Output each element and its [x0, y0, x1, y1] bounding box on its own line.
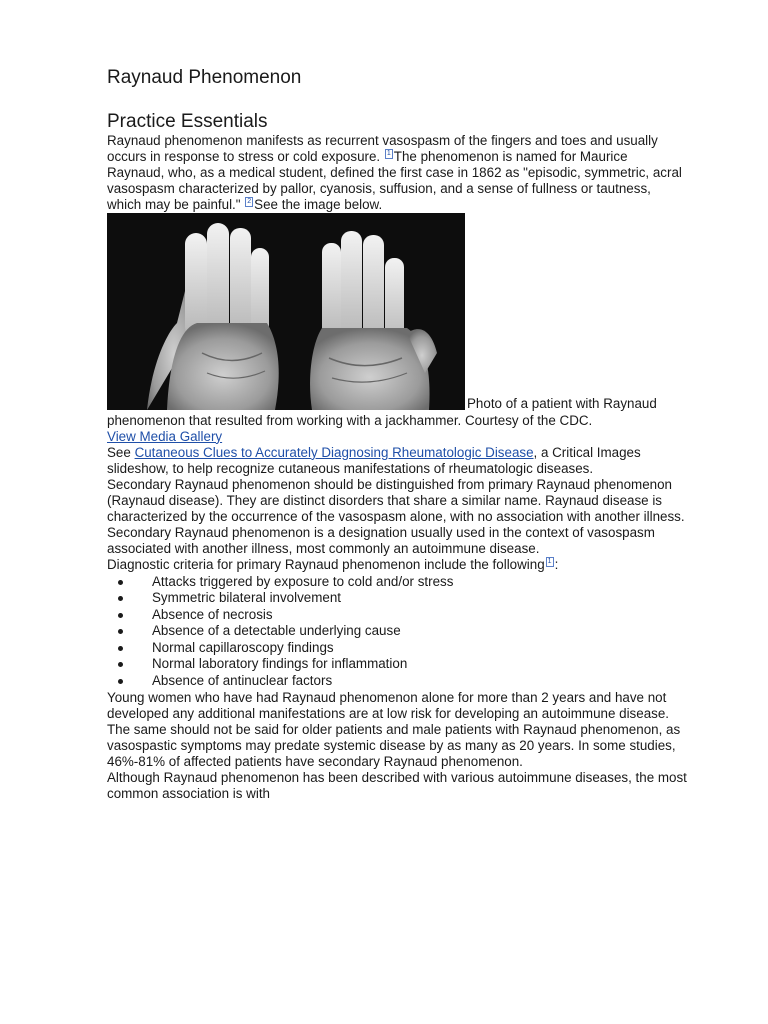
- criteria-intro-suffix: :: [554, 557, 559, 573]
- bullet-icon: [118, 646, 123, 651]
- see-prefix: See: [107, 444, 131, 460]
- slideshow-link[interactable]: Cutaneous Clues to Accurately Diagnosing Rheumatologic Disease: [134, 444, 534, 460]
- intro-text-3: See the image below.: [254, 197, 383, 213]
- criteria-intro-text: Diagnostic criteria for primary Raynaud phenomenon include the following: [107, 557, 545, 573]
- figure-caption-text: Photo of a patient with Raynaud phenomenon that resulted from working with a jackhammer. Courtesy of the CDC.: [107, 396, 657, 428]
- list-item-text: Normal capillaroscopy findings: [152, 639, 334, 655]
- list-item: [107, 623, 687, 640]
- reference-link-3[interactable]: 1: [547, 558, 552, 566]
- list-item: [107, 640, 687, 657]
- see-paragraph: [107, 445, 687, 477]
- view-media-gallery-link[interactable]: View Media Gallery: [107, 428, 223, 444]
- figure: [107, 213, 687, 428]
- reference-link-2[interactable]: 2: [247, 198, 252, 206]
- intro-text-2: The phenomenon is named for Maurice Raynaud, who, as a medical student, defined the first case in 1862 as "episodic, symmetric, acral vasospasm characterized by pallor, cyanosis, suffusion, and a sense of fullness or tautness, which may be painful.": [107, 149, 682, 213]
- list-item: [107, 574, 687, 591]
- list-item: [107, 607, 687, 624]
- secondary-paragraph: Secondary Raynaud phenomenon should be distinguished from primary Raynaud phenomenon (Raynaud disease). They are distinct disorders that share a similar name. Raynaud disease is characterized by the occurrence of the vasospasm alone, with no association with another illness. Secondary Raynaud phenomenon is a designation usually used in the context of vasospasm associated with another illness, most commonly an autoimmune disease.: [107, 476, 685, 557]
- see-suffix: , a Critical Images slideshow, to help recognize cutaneous manifestations of rheumatologic diseases.: [107, 444, 641, 476]
- list-item-text: Normal laboratory findings for inflammation: [152, 656, 408, 672]
- young-women-paragraph: Young women who have had Raynaud phenomenon alone for more than 2 years and have not developed any additional manifestations are at low risk for developing an autoimmune disease. The same should not be said for older patients and male patients with Raynaud phenomenon, as vasospastic symptoms may predate systemic disease by as many as 20 years. In some studies, 46%-81% of affected patients have secondary Raynaud phenomenon.: [107, 689, 681, 770]
- list-item-text: Attacks triggered by exposure to cold and/or stress: [152, 573, 454, 589]
- bullet-icon: [118, 662, 123, 667]
- bullet-icon: [118, 613, 123, 618]
- list-item: [107, 590, 687, 607]
- document-page: [107, 66, 687, 802]
- intro-paragraph: [107, 133, 687, 213]
- list-item: [107, 673, 687, 690]
- bullet-icon: [118, 679, 123, 684]
- reference-link-1[interactable]: 1: [386, 150, 391, 158]
- list-item-text: Absence of antinuclear factors: [152, 673, 333, 689]
- bullet-icon: [118, 580, 123, 585]
- bullet-icon: [118, 629, 123, 634]
- intro-text-1: Raynaud phenomenon manifests as recurrent vasospasm of the fingers and toes and usually occurs in response to stress or cold exposure.: [107, 133, 658, 165]
- bullet-icon: [118, 596, 123, 601]
- list-item-text: Absence of necrosis: [152, 606, 273, 622]
- section-heading: Practice Essentials: [107, 111, 268, 132]
- list-item-text: Symmetric bilateral involvement: [152, 590, 342, 606]
- list-item-text: Absence of a detectable underlying cause: [152, 623, 401, 639]
- hands-photo[interactable]: [107, 213, 465, 410]
- criteria-list: [107, 574, 687, 690]
- page-title: Raynaud Phenomenon: [107, 67, 302, 88]
- final-paragraph: Although Raynaud phenomenon has been described with various autoimmune diseases, the most common association is with: [107, 770, 687, 802]
- criteria-intro: [107, 557, 687, 573]
- list-item: [107, 656, 687, 673]
